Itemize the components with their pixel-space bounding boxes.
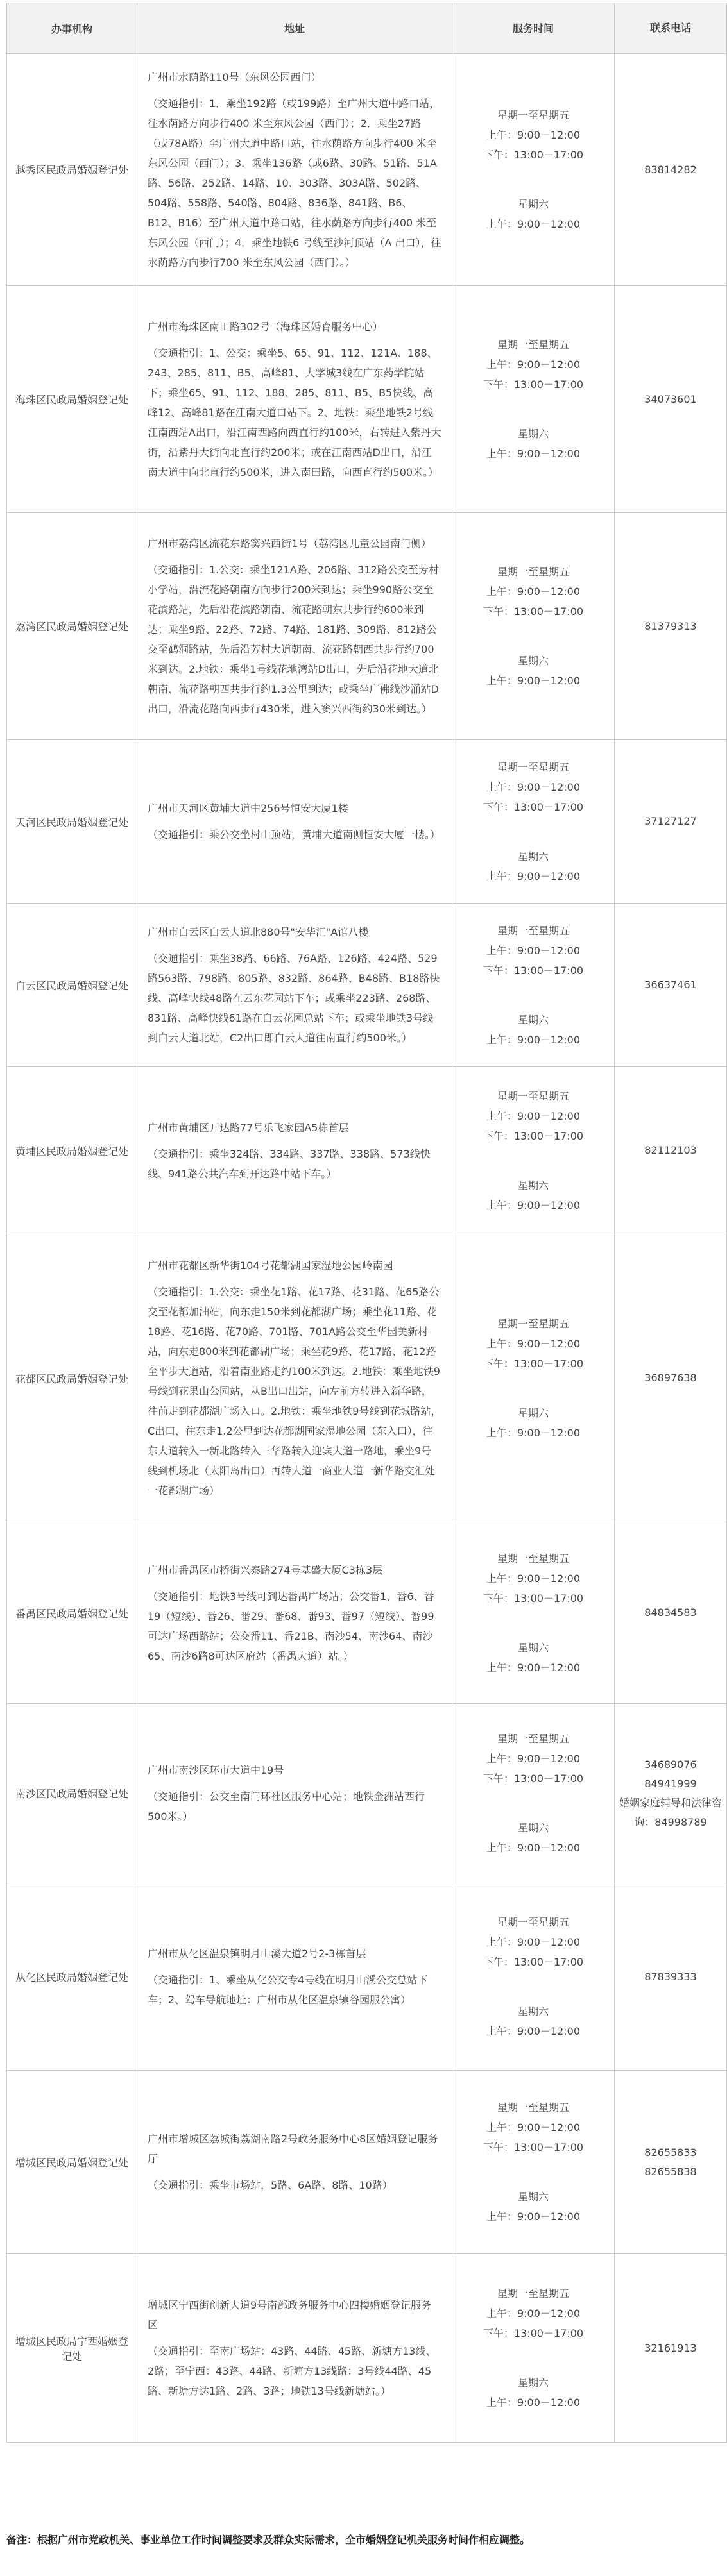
- office-address: 广州市花都区新华街104号花都湖国家湿地公园岭南园: [148, 1259, 393, 1272]
- office-phone: 81379313: [615, 513, 727, 740]
- office-address: 增城区宁西街创新大道9号南部政务服务中心四楼婚姻登记服务区: [148, 2299, 432, 2331]
- office-transport-guide: （交通指引：1.公交：乘坐121A路、206路、312路公交至芳村小学站，沿流花路朝南方向步行200米到达；乘坐990路公交至花滨路站，先后沿花滨路朝南、流花路朝东共步行约600米到达；乘坐9路、22路、72路、74路、181路、309路、812路公交至鹤洞路站，先后沿芳村大道朝南、流花路朝西共步行约700米到达。2.地铁：乘坐1号线花地湾站D出口，先后沿花地大道北朝南、流花路朝西共步行约1.3公里到达；或乘坐广佛线沙涌站D出口，沿流花路向西步行430米，进入窦兴西街约30米到达。）: [148, 564, 439, 715]
- office-address: 广州市水荫路110号（东风公园西门）: [148, 71, 321, 83]
- office-address: 广州市海珠区南田路302号（海珠区婚育服务中心）: [148, 320, 383, 333]
- office-address-cell: [137, 740, 452, 904]
- office-address-cell: [137, 513, 452, 740]
- weekday-am-hours: 上午：9:00－12:00: [486, 944, 581, 957]
- office-address: 广州市天河区黄埔大道中256号恒安大厦1楼: [148, 802, 348, 814]
- office-name: 越秀区民政局婚姻登记处: [7, 54, 137, 286]
- weekday-am-hours: 上午：9:00－12:00: [486, 358, 581, 371]
- footnote-label: 备注：: [6, 2534, 38, 2546]
- weekday-pm-hours: 下午：13:00－17:00: [483, 605, 584, 618]
- office-address-cell: [137, 2071, 452, 2254]
- weekday-label: 星期一至星期五: [497, 339, 569, 351]
- office-phone: 84834583: [615, 1522, 727, 1704]
- office-name: 番禺区民政局婚姻登记处: [7, 1522, 137, 1704]
- saturday-label: 星期六: [517, 428, 549, 440]
- weekday-label: 星期一至星期五: [497, 109, 569, 121]
- office-service-hours: [452, 513, 615, 740]
- office-address: 广州市增城区荔城街荔湖南路2号政务服务中心8区婚姻登记服务厅: [148, 2133, 438, 2165]
- header-time: 服务时间: [452, 3, 615, 54]
- office-address-cell: [137, 1704, 452, 1883]
- office-name: 增城区民政局宁西婚姻登记处: [7, 2254, 137, 2443]
- saturday-label: 星期六: [517, 2377, 549, 2389]
- table-row: [7, 54, 727, 286]
- saturday-label: 星期六: [517, 1179, 549, 1191]
- office-transport-guide: （交通指引：1、乘坐从化公交专4号线在明月山溪公交总站下车；2、驾车导航地址：广州市从化区温泉镇谷园服公寓）: [148, 1974, 428, 2006]
- office-transport-guide: （交通指引：1．乘坐192路（或199路）至广州大道中路口站，往水荫路方向步行400 米至东风公园（西门）；2．乘坐27路（或78A路）至广州大道中路口站，往水荫路方向步行400 米至东风公园（西门）；3．乘坐136路（或6路、30路、51路、51A路、56路、252路、14路、10、303路、303A路、502路、504路、558路、540路、804路、836路、841路、B6、B12、B16）至广州大道中路口站，往水荫路方向步行400 米至东风公园（西门）；4．乘坐地铁6 号线至沙河顶站（A 出口），往水荫路方向步行700 米至东风公园（西门）。）: [148, 97, 441, 269]
- weekday-am-hours: 上午：9:00－12:00: [486, 1753, 581, 1765]
- office-service-hours: [452, 2071, 615, 2254]
- office-phone: 34689076 84941999 婚姻家庭辅导和法律咨询：84998789: [615, 1704, 727, 1883]
- office-name: 白云区民政局婚姻登记处: [7, 904, 137, 1067]
- table-row: [7, 513, 727, 740]
- table-row: [7, 286, 727, 513]
- office-phone: 87839333: [615, 1883, 727, 2071]
- saturday-am-hours: 上午：9:00－12:00: [486, 1033, 581, 1046]
- office-service-hours: [452, 1234, 615, 1522]
- office-address: 广州市番禺区市桥街兴泰路274号基盛大厦C3栋3层: [148, 1563, 383, 1576]
- weekday-pm-hours: 下午：13:00－17:00: [483, 1592, 584, 1604]
- office-address-cell: [137, 1067, 452, 1234]
- table-body: [7, 54, 727, 2443]
- weekday-label: 星期一至星期五: [497, 1552, 569, 1565]
- weekday-pm-hours: 下午：13:00－17:00: [483, 149, 584, 161]
- table-row: [7, 1522, 727, 1704]
- table-row: [7, 1067, 727, 1234]
- table-row: [7, 740, 727, 904]
- saturday-label: 星期六: [517, 1013, 549, 1026]
- office-transport-guide: （交通指引：1、公交：乘坐5、65、91、112、121A、188、243、285、811、B5、高峰81、大学城3线在广东药学院站下；乘坐65、91、112、188、285、811、B5、B5快线、高峰12、高峰81路在江南大道口站下。2、地铁：乘坐地铁2号线江南西站A出口，沿江南西路向西直行约100米，右转进入紫丹大街，沿紫丹大街向北直行约200米；或在江南西站D出口，沿江南大道中向北直行约500米，进入南田路，向西直行约500米。）: [148, 346, 441, 478]
- saturday-label: 星期六: [517, 2191, 549, 2203]
- office-address-cell: [137, 1522, 452, 1704]
- office-service-hours: [452, 1883, 615, 2071]
- saturday-am-hours: 上午：9:00－12:00: [486, 218, 581, 230]
- office-transport-guide: （交通指引：地铁3号线可到达番禺广场站；公交番1、番6、番19（短线）、番26、番29、番68、番93、番97（短线）、番99可达广场西路站；公交番11、番21B、南沙54、南沙64、南沙65、南沙6路8可达区府站（番禺大道）站。）: [148, 1590, 434, 1662]
- office-name: 从化区民政局婚姻登记处: [7, 1883, 137, 2071]
- saturday-label: 星期六: [517, 850, 549, 863]
- saturday-am-hours: 上午：9:00－12:00: [486, 2396, 581, 2409]
- office-transport-guide: （交通指引：1.公交：乘坐花1路、花17路、花31路、花65路公交至花都加油站，向东走150米到花都湖广场；乘坐花11路、花18路、花16路、花70路、701路、701A路公交至华园美新村站，向东走800米到花都湖广场；乘坐花9路、花17路、花12路至平步大道站，沿着南业路走约100米到达。2.地铁：乘坐地铁9号线到花果山公园站，从B出口出站，向左前方转进入新华路，往前走到花都湖广场入口。2.地铁：乘坐地铁9号线到花城路站，C出口，往东走1.2公里到达花都湖国家湿地公园（东入口），往东大道转入一新北路转入三华路转入迎宾大道一路地，乘坐9号线到机场北（太阳岛出口）再转大道一商业大道一新华路交汇处一花都湖广场）: [148, 1286, 441, 1497]
- footnote-text: 根据广州市党政机关、事业单位工作时间调整要求及群众实际需求，全市婚姻登记机关服务时间作相应调整。: [37, 2534, 531, 2546]
- office-transport-guide: （交通指引：至南广场站：43路、44路、45路、新塘方13线、2路；至宁西：43路、44路、新塘方13线路：3号线44路、45路、新塘方达1路、2路、3路；地铁13号线新塘站。）: [148, 2345, 436, 2397]
- weekday-am-hours: 上午：9:00－12:00: [486, 2307, 581, 2319]
- table-header-row: [7, 3, 727, 54]
- header-addr: 地址: [137, 3, 452, 54]
- office-service-hours: [452, 2254, 615, 2443]
- weekday-pm-hours: 下午：13:00－17:00: [483, 1357, 584, 1370]
- saturday-am-hours: 上午：9:00－12:00: [486, 2210, 581, 2223]
- marriage-office-table-wrapper: [6, 3, 722, 2443]
- office-phone: 37127127: [615, 740, 727, 904]
- office-transport-guide: （交通指引：乘坐市场站，5路、6A路、8路、10路）: [148, 2179, 393, 2191]
- office-phone: 83814282: [615, 54, 727, 286]
- weekday-label: 星期一至星期五: [497, 1916, 569, 1928]
- weekday-am-hours: 上午：9:00－12:00: [486, 1109, 581, 1122]
- weekday-pm-hours: 下午：13:00－17:00: [483, 2141, 584, 2153]
- saturday-label: 星期六: [517, 655, 549, 667]
- saturday-label: 星期六: [517, 1822, 549, 1834]
- office-service-hours: [452, 904, 615, 1067]
- weekday-am-hours: 上午：9:00－12:00: [486, 1572, 581, 1585]
- weekday-am-hours: 上午：9:00－12:00: [486, 2121, 581, 2134]
- weekday-am-hours: 上午：9:00－12:00: [486, 780, 581, 793]
- office-phone: 34073601: [615, 286, 727, 513]
- office-phone: 32161913: [615, 2254, 727, 2443]
- saturday-label: 星期六: [517, 198, 549, 210]
- header-org: 办事机构: [7, 3, 137, 54]
- office-service-hours: [452, 286, 615, 513]
- office-address-cell: [137, 54, 452, 286]
- saturday-am-hours: 上午：9:00－12:00: [486, 448, 581, 460]
- table-row: [7, 904, 727, 1067]
- office-phone: 82655833 82655838: [615, 2071, 727, 2254]
- office-name: 南沙区民政局婚姻登记处: [7, 1704, 137, 1883]
- saturday-label: 星期六: [517, 2005, 549, 2017]
- office-service-hours: [452, 1704, 615, 1883]
- saturday-am-hours: 上午：9:00－12:00: [486, 1199, 581, 1211]
- weekday-am-hours: 上午：9:00－12:00: [486, 1337, 581, 1350]
- weekday-pm-hours: 下午：13:00－17:00: [483, 1956, 584, 1968]
- office-service-hours: [452, 740, 615, 904]
- office-name: 荔湾区民政局婚姻登记处: [7, 513, 137, 740]
- table-row: [7, 2071, 727, 2254]
- office-address: 广州市黄埔区开达路77号乐飞家园A5栋首层: [148, 1121, 349, 1134]
- office-name: 增城区民政局婚姻登记处: [7, 2071, 137, 2254]
- office-address: 广州市白云区白云大道北880号"安华汇"A馆八楼: [148, 926, 369, 938]
- saturday-am-hours: 上午：9:00－12:00: [486, 1661, 581, 1674]
- office-address-cell: [137, 1883, 452, 2071]
- office-address: 广州市从化区温泉镇明月山溪大道2号2-3栋首层: [148, 1948, 366, 1960]
- office-transport-guide: （交通指引：公交至南门环社区服务中心站；地铁金洲站西行500米。）: [148, 1790, 425, 1823]
- office-address: 广州市荔湾区流花东路窦兴西街1号（荔湾区儿童公园南门侧）: [148, 537, 432, 550]
- header-tel: 联系电话: [615, 3, 727, 54]
- table-row: [7, 1704, 727, 1883]
- office-name: 黄埔区民政局婚姻登记处: [7, 1067, 137, 1234]
- weekday-label: 星期一至星期五: [497, 566, 569, 578]
- office-name: 天河区民政局婚姻登记处: [7, 740, 137, 904]
- weekday-label: 星期一至星期五: [497, 924, 569, 937]
- weekday-label: 星期一至星期五: [497, 761, 569, 773]
- weekday-am-hours: 上午：9:00－12:00: [486, 585, 581, 598]
- office-address: 广州市南沙区环市大道中19号: [148, 1764, 284, 1776]
- office-name: 海珠区民政局婚姻登记处: [7, 286, 137, 513]
- office-address-cell: [137, 904, 452, 1067]
- office-transport-guide: （交通指引：乘公交坐村山顶站，黄埔大道南侧恒安大厦一楼。）: [148, 829, 441, 841]
- saturday-am-hours: 上午：9:00－12:00: [486, 870, 581, 882]
- weekday-label: 星期一至星期五: [497, 1317, 569, 1330]
- office-address-cell: [137, 286, 452, 513]
- saturday-label: 星期六: [517, 1406, 549, 1419]
- saturday-am-hours: 上午：9:00－12:00: [486, 1842, 581, 1854]
- weekday-am-hours: 上午：9:00－12:00: [486, 129, 581, 141]
- weekday-am-hours: 上午：9:00－12:00: [486, 1936, 581, 1948]
- weekday-pm-hours: 下午：13:00－17:00: [483, 964, 584, 977]
- office-name: 花都区民政局婚姻登记处: [7, 1234, 137, 1522]
- office-address-cell: [137, 2254, 452, 2443]
- office-phone: 36897638: [615, 1234, 727, 1522]
- weekday-pm-hours: 下午：13:00－17:00: [483, 2327, 584, 2339]
- saturday-am-hours: 上午：9:00－12:00: [486, 675, 581, 687]
- saturday-am-hours: 上午：9:00－12:00: [486, 1426, 581, 1439]
- table-row: [7, 1883, 727, 2071]
- office-service-hours: [452, 1067, 615, 1234]
- office-transport-guide: （交通指引：乘坐38路、66路、76A路、126路、424路、529路563路、798路、805路、832路、864路、B48路、B18路快线、高峰快线48路在云东花园站下车；或乘坐223路、268路、831路、高峰快线61路在白云花园总站下车；或乘坐地铁3号线到白云大道北站，C2出口即白云大道往南直行约500米。）: [148, 952, 440, 1044]
- weekday-label: 星期一至星期五: [497, 2101, 569, 2114]
- weekday-label: 星期一至星期五: [497, 2287, 569, 2300]
- office-address-cell: [137, 1234, 452, 1522]
- marriage-office-table: [6, 3, 727, 2443]
- weekday-pm-hours: 下午：13:00－17:00: [483, 1129, 584, 1142]
- saturday-label: 星期六: [517, 1641, 549, 1654]
- table-row: [7, 1234, 727, 1522]
- weekday-pm-hours: 下午：13:00－17:00: [483, 800, 584, 813]
- office-service-hours: [452, 54, 615, 286]
- weekday-pm-hours: 下午：13:00－17:00: [483, 1772, 584, 1785]
- weekday-label: 星期一至星期五: [497, 1733, 569, 1745]
- office-phone: 36637461: [615, 904, 727, 1067]
- office-phone: 82112103: [615, 1067, 727, 1234]
- saturday-am-hours: 上午：9:00－12:00: [486, 2025, 581, 2037]
- office-transport-guide: （交通指引：乘坐324路、334路、337路、338路、573线快线、941路公共汽车到开达路中站下车。）: [148, 1147, 431, 1180]
- weekday-label: 星期一至星期五: [497, 1090, 569, 1102]
- footnote: [6, 2532, 687, 2547]
- office-service-hours: [452, 1522, 615, 1704]
- weekday-pm-hours: 下午：13:00－17:00: [483, 378, 584, 391]
- table-row: [7, 2254, 727, 2443]
